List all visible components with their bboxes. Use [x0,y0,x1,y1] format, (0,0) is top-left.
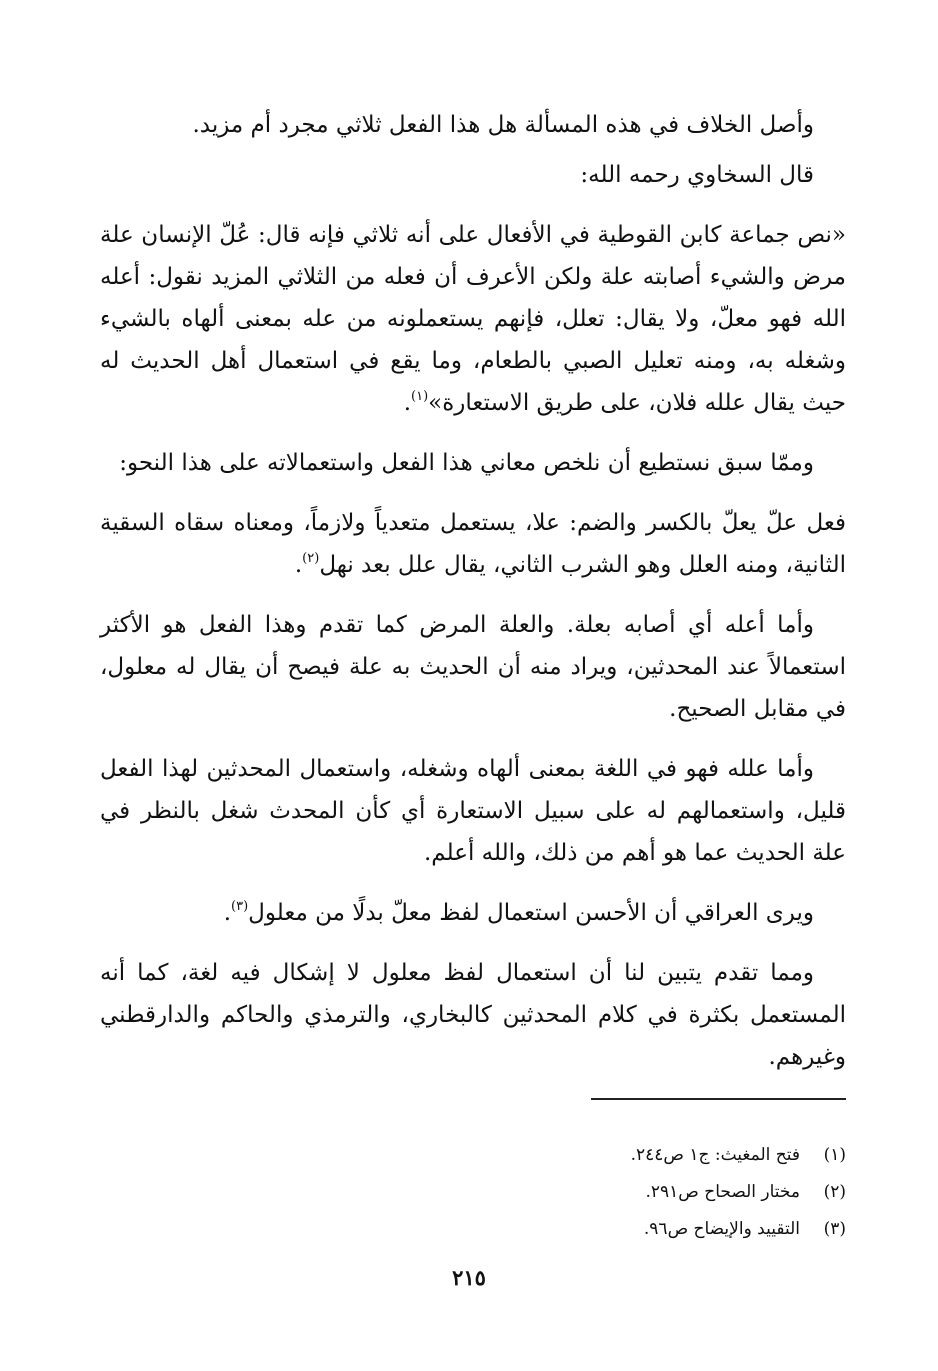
footnote-text: فتح المغيث: ج١ ص٢٤٤. [630,1145,800,1165]
footnote-number: (٣) [823,1219,846,1239]
main-text [100,104,846,1096]
paragraph-5: فعل علّ يعلّ بالكسر والضم: علا، يستعمل متعدياً ولازماً، ومعناه سقاه السقية الثانية، ومنه العلل وهو الشرب الثاني، يقال علل بعد نهل$^{(٢)}$. [100,510,846,578]
paragraph-6: وأما أعله أي أصابه بعلة. والعلة المرض كما تقدم وهذا الفعل هو الأكثر استعمالاً عند المحدثين، ويراد منه أن الحديث به علة فيصح أن يقال له معلول، في مقابل الصحيح. [100,612,846,722]
footnote-1 [100,1137,846,1174]
paragraph-8: ويرى العراقي أن الأحسن استعمال لفظ معلّ بدلًا من معلول$^{(٣)}$. [223,899,814,926]
paragraph-7: وأما علله فهو في اللغة بمعنى ألهاه وشغله، واستعمال المحدثين لهذا الفعل قليل، واستعمالهم له على سبيل الاستعارة أي كأن المحدث شغل بالنظر في علة الحديث عما هو أهم من ذلك، والله أعلم. [100,756,846,866]
footnote-text: التقييد والإيضاح ص٩٦. [643,1219,800,1239]
footnote-marker-1: (١) [411,389,429,404]
footnote-marker-2: (٢) [302,551,320,566]
footnote-3 [100,1211,846,1248]
paragraph-9: ومما تقدم يتبين لنا أن استعمال لفظ معلول لا إشكال فيه لغة، كما أنه المستعمل بكثرة في كلام المحدثين كالبخاري، والترمذي والحاكم والدارقطني وغيرهم. [100,960,846,1070]
footnote-separator [591,1098,846,1100]
paragraph-1: وأصل الخلاف في هذه المسألة هل هذا الفعل ثلاثي مجرد أم مزيد. [192,112,814,138]
footnote-number: (١) [823,1145,846,1165]
footnote-2 [100,1174,846,1211]
footnote-number: (٢) [823,1182,846,1202]
footnotes [100,1137,846,1248]
paragraph-2: قال السخاوي رحمه الله: [580,162,814,188]
footnote-marker-3: (٣) [231,899,249,914]
page-number: ٢١٥ [452,1265,486,1290]
paragraph-4: وممّا سبق نستطيع أن نلخص معاني هذا الفعل واستعمالاته على هذا النحو: [119,450,814,476]
footnote-text: مختار الصحاح ص٢٩١. [645,1182,800,1202]
quoted-paragraph: «نص جماعة كابن القوطية في الأفعال على أنه ثلاثي فإنه قال: عُلّ الإنسان علة مرض والشيء أصابته علة ولكن الأعرف أن فعله من الثلاثي المزيد نقول: أعله الله فهو معلّ، ولا يقال: تعلل، فإنهم يستعملونه من عله بمعنى ألهاه بالشيء وشغله به، ومنه تعليل الصبي بالطعام، وما يقع في استعمال أهل الحديث له حيث يقال علله فلان، على طريق الاستعارة»$^{(١)}$. [100,222,846,416]
